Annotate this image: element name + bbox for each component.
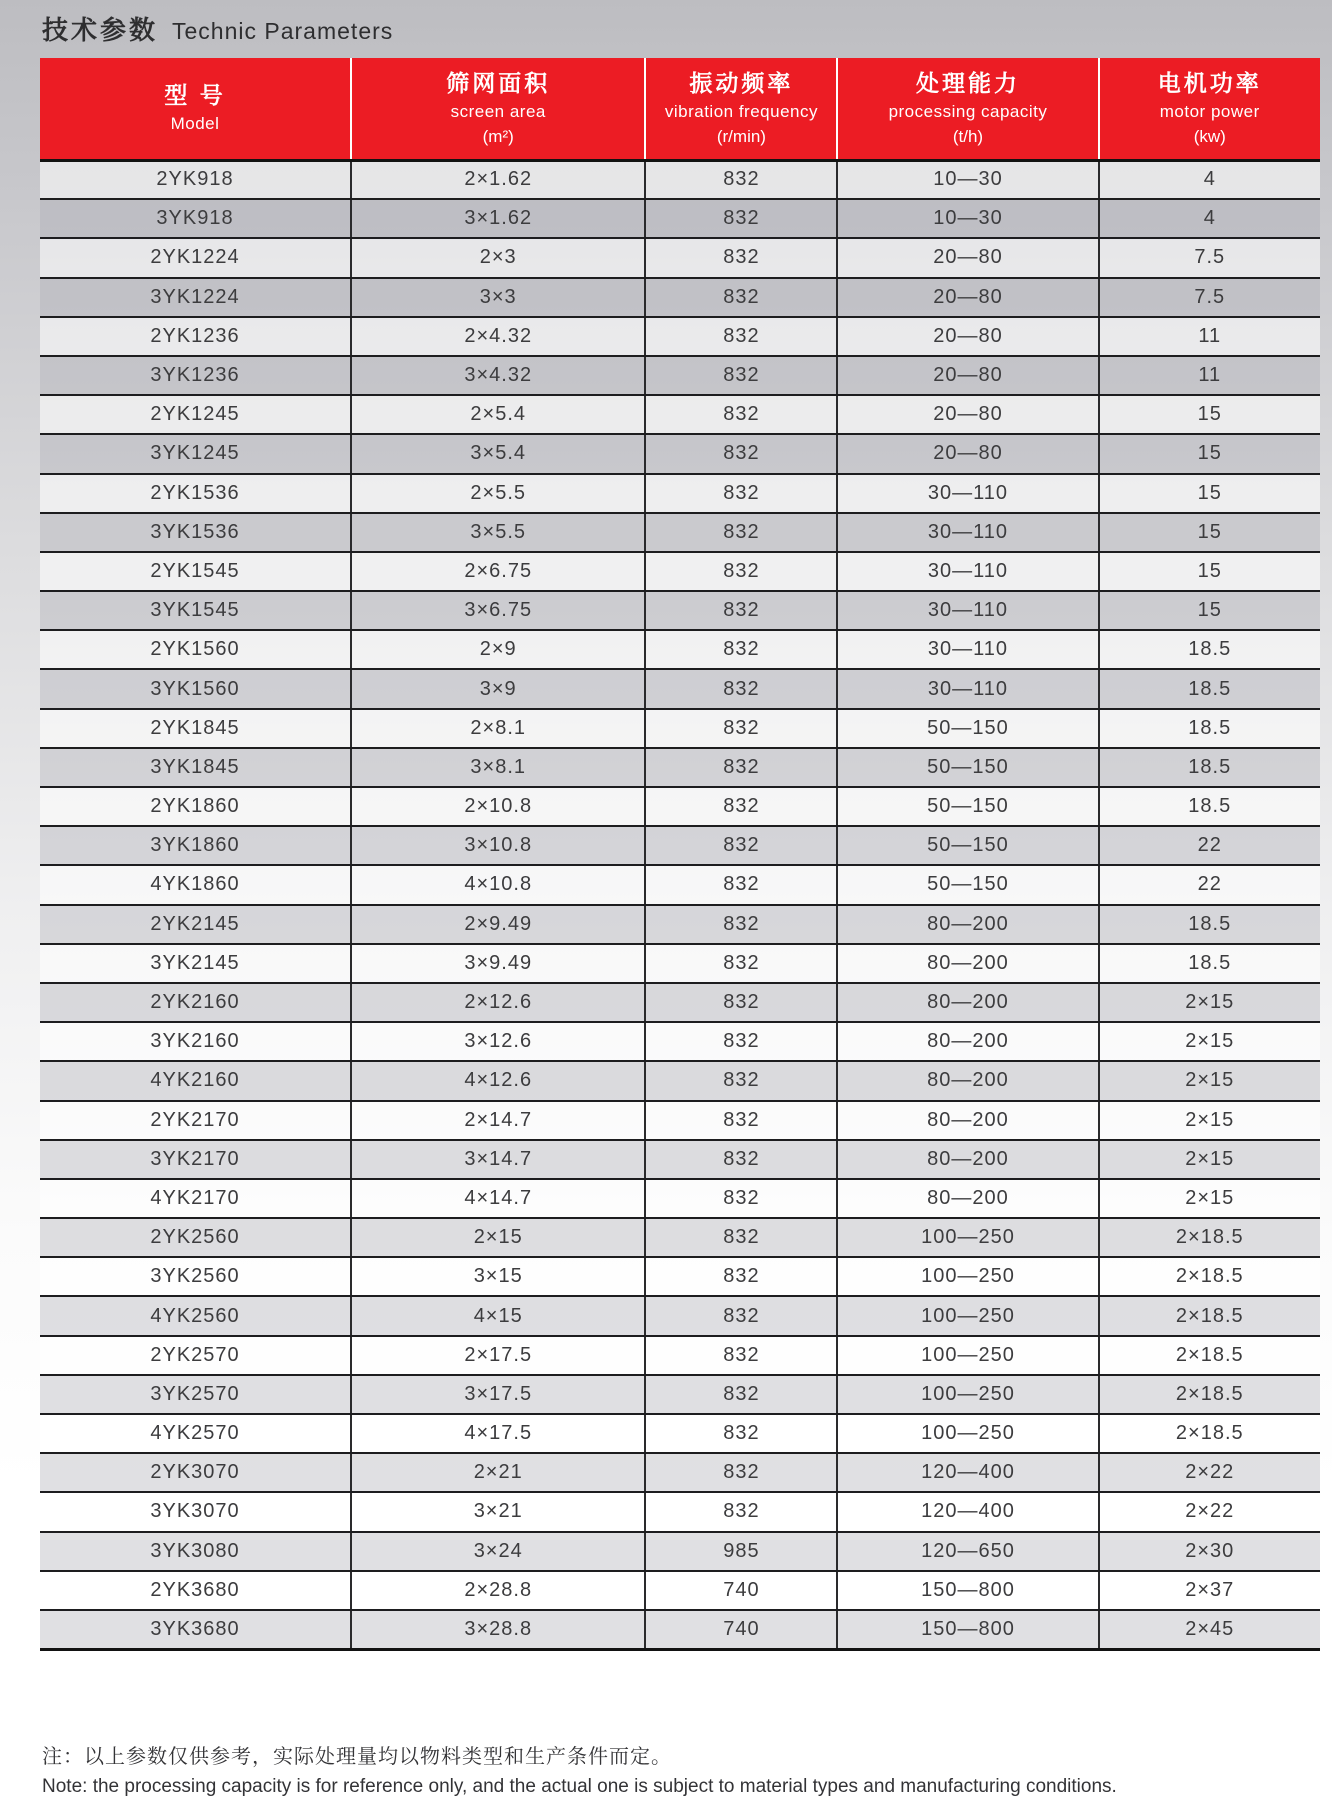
cell-vibration-frequency: 832 [645,748,837,787]
table-row [40,1218,1320,1257]
cell-model: 3YK3680 [40,1610,351,1649]
cell-motor-power: 15 [1099,591,1320,630]
cell-screen-area: 3×3 [351,278,645,317]
cell-processing-capacity: 20—80 [837,434,1098,473]
cell-vibration-frequency: 832 [645,395,837,434]
cell-processing-capacity: 120—400 [837,1492,1098,1531]
cell-processing-capacity: 80—200 [837,1179,1098,1218]
cell-screen-area: 3×8.1 [351,748,645,787]
cell-screen-area: 3×28.8 [351,1610,645,1649]
cell-motor-power: 2×22 [1099,1492,1320,1531]
cell-model: 4YK2560 [40,1296,351,1335]
cell-processing-capacity: 120—650 [837,1532,1098,1571]
table-row [40,1257,1320,1296]
table-row [40,983,1320,1022]
cell-model: 2YK2560 [40,1218,351,1257]
cell-vibration-frequency: 832 [645,1453,837,1492]
cell-vibration-frequency: 832 [645,591,837,630]
cell-motor-power: 2×30 [1099,1532,1320,1571]
cell-vibration-frequency: 832 [645,1257,837,1296]
cell-vibration-frequency: 985 [645,1532,837,1571]
cell-model: 3YK2570 [40,1375,351,1414]
col-header-model-en: Model [170,113,220,133]
cell-model: 3YK1545 [40,591,351,630]
cell-motor-power: 22 [1099,865,1320,904]
cell-motor-power: 15 [1099,552,1320,591]
cell-screen-area: 2×9 [351,630,645,669]
col-header-vibration-frequency-wrap [646,58,836,159]
cell-screen-area: 2×21 [351,1453,645,1492]
table-row [40,1101,1320,1140]
cell-processing-capacity: 20—80 [837,395,1098,434]
cell-processing-capacity: 80—200 [837,944,1098,983]
cell-vibration-frequency: 832 [645,1140,837,1179]
cell-processing-capacity: 100—250 [837,1375,1098,1414]
cell-screen-area: 4×15 [351,1296,645,1335]
cell-vibration-frequency: 832 [645,709,837,748]
cell-screen-area: 2×8.1 [351,709,645,748]
cell-vibration-frequency: 832 [645,1336,837,1375]
cell-vibration-frequency: 832 [645,199,837,238]
cell-screen-area: 3×12.6 [351,1022,645,1061]
page-title-en: Technic Parameters [172,18,394,44]
cell-motor-power: 18.5 [1099,944,1320,983]
cell-vibration-frequency: 832 [645,1101,837,1140]
cell-screen-area: 4×17.5 [351,1414,645,1453]
cell-motor-power: 4 [1099,160,1320,199]
table-row [40,1414,1320,1453]
cell-model: 3YK1845 [40,748,351,787]
cell-vibration-frequency: 832 [645,317,837,356]
cell-vibration-frequency: 832 [645,434,837,473]
cell-processing-capacity: 120—400 [837,1453,1098,1492]
table-row [40,1571,1320,1610]
cell-motor-power: 18.5 [1099,905,1320,944]
cell-motor-power: 22 [1099,826,1320,865]
cell-screen-area: 3×4.32 [351,356,645,395]
cell-processing-capacity: 50—150 [837,709,1098,748]
cell-screen-area: 2×5.4 [351,395,645,434]
cell-processing-capacity: 30—110 [837,669,1098,708]
cell-screen-area: 2×5.5 [351,474,645,513]
cell-processing-capacity: 20—80 [837,278,1098,317]
cell-model: 4YK2570 [40,1414,351,1453]
cell-model: 3YK3070 [40,1492,351,1531]
cell-screen-area: 2×28.8 [351,1571,645,1610]
cell-motor-power: 2×15 [1099,1061,1320,1100]
cell-motor-power: 2×15 [1099,1179,1320,1218]
cell-processing-capacity: 80—200 [837,1101,1098,1140]
col-header-vibration-frequency-zh: 振动频率 [689,70,794,97]
col-header-motor-power-wrap [1100,58,1320,159]
cell-processing-capacity: 80—200 [837,1140,1098,1179]
table-row [40,160,1320,199]
col-header-vibration-frequency [645,58,837,160]
cell-processing-capacity: 10—30 [837,160,1098,199]
note-zh: 注：以上参数仅供参考，实际处理量均以物料类型和生产条件而定。 [42,1746,672,1768]
col-header-processing-capacity-unit: (t/h) [952,127,984,147]
table-row [40,826,1320,865]
table-header-row [40,58,1320,160]
cell-vibration-frequency: 832 [645,944,837,983]
cell-screen-area: 3×24 [351,1532,645,1571]
cell-processing-capacity: 30—110 [837,591,1098,630]
table-row [40,630,1320,669]
cell-processing-capacity: 80—200 [837,1022,1098,1061]
table-row [40,905,1320,944]
cell-vibration-frequency: 832 [645,160,837,199]
cell-processing-capacity: 50—150 [837,826,1098,865]
cell-model: 4YK2170 [40,1179,351,1218]
table-row [40,1179,1320,1218]
col-header-model [40,58,351,160]
col-header-motor-power-zh: 电机功率 [1157,70,1262,97]
cell-screen-area: 3×10.8 [351,826,645,865]
col-header-vibration-frequency-en: vibration frequency [664,102,818,122]
cell-processing-capacity: 50—150 [837,787,1098,826]
table-row [40,1532,1320,1571]
cell-motor-power: 2×15 [1099,1140,1320,1179]
cell-processing-capacity: 30—110 [837,552,1098,591]
table-row [40,787,1320,826]
cell-screen-area: 2×10.8 [351,787,645,826]
cell-screen-area: 4×14.7 [351,1179,645,1218]
col-header-screen-area [351,58,645,160]
col-header-screen-area-en: screen area [450,102,546,122]
cell-motor-power: 2×45 [1099,1610,1320,1649]
cell-processing-capacity: 30—110 [837,630,1098,669]
cell-vibration-frequency: 832 [645,1296,837,1335]
cell-motor-power: 2×18.5 [1099,1218,1320,1257]
cell-motor-power: 2×37 [1099,1571,1320,1610]
cell-motor-power: 2×15 [1099,1101,1320,1140]
table-row [40,513,1320,552]
cell-processing-capacity: 100—250 [837,1414,1098,1453]
table-row [40,1375,1320,1414]
cell-processing-capacity: 150—800 [837,1610,1098,1649]
cell-vibration-frequency: 740 [645,1571,837,1610]
cell-processing-capacity: 10—30 [837,199,1098,238]
cell-vibration-frequency: 832 [645,787,837,826]
cell-motor-power: 11 [1099,317,1320,356]
cell-model: 3YK3080 [40,1532,351,1571]
cell-processing-capacity: 50—150 [837,748,1098,787]
cell-processing-capacity: 80—200 [837,905,1098,944]
cell-vibration-frequency: 832 [645,669,837,708]
cell-model: 2YK2570 [40,1336,351,1375]
cell-screen-area: 3×14.7 [351,1140,645,1179]
cell-model: 2YK1224 [40,238,351,277]
table-row [40,1296,1320,1335]
cell-vibration-frequency: 832 [645,630,837,669]
cell-motor-power: 11 [1099,356,1320,395]
cell-motor-power: 15 [1099,395,1320,434]
cell-model: 3YK918 [40,199,351,238]
note-en: Note: the processing capacity is for reference only, and the actual one is subject to material types and manufacturing conditions. [42,1776,1117,1797]
cell-model: 3YK1224 [40,278,351,317]
cell-vibration-frequency: 832 [645,865,837,904]
cell-vibration-frequency: 740 [645,1610,837,1649]
cell-vibration-frequency: 832 [645,905,837,944]
cell-model: 3YK1536 [40,513,351,552]
col-header-vibration-frequency-unit: (r/min) [716,127,766,147]
cell-processing-capacity: 50—150 [837,865,1098,904]
col-header-processing-capacity-en: processing capacity [888,102,1048,122]
cell-model: 2YK2170 [40,1101,351,1140]
col-header-processing-capacity-zh: 处理能力 [915,70,1020,97]
cell-screen-area: 3×17.5 [351,1375,645,1414]
cell-motor-power: 2×18.5 [1099,1336,1320,1375]
cell-processing-capacity: 150—800 [837,1571,1098,1610]
cell-vibration-frequency: 832 [645,474,837,513]
col-header-screen-area-unit: (m²) [482,127,514,147]
cell-motor-power: 18.5 [1099,787,1320,826]
cell-vibration-frequency: 832 [645,1218,837,1257]
cell-model: 2YK1245 [40,395,351,434]
cell-motor-power: 2×18.5 [1099,1257,1320,1296]
cell-processing-capacity: 100—250 [837,1257,1098,1296]
cell-vibration-frequency: 832 [645,1022,837,1061]
cell-processing-capacity: 100—250 [837,1336,1098,1375]
cell-motor-power: 2×18.5 [1099,1414,1320,1453]
cell-model: 3YK2145 [40,944,351,983]
table-row [40,395,1320,434]
cell-model: 2YK1560 [40,630,351,669]
table-row [40,709,1320,748]
cell-screen-area: 3×5.5 [351,513,645,552]
cell-model: 2YK1536 [40,474,351,513]
cell-screen-area: 2×14.7 [351,1101,645,1140]
cell-vibration-frequency: 832 [645,278,837,317]
cell-screen-area: 3×21 [351,1492,645,1531]
cell-screen-area: 2×12.6 [351,983,645,1022]
cell-motor-power: 18.5 [1099,630,1320,669]
table-row [40,474,1320,513]
cell-screen-area: 2×15 [351,1218,645,1257]
table-body [40,160,1320,1649]
cell-screen-area: 3×9 [351,669,645,708]
table-row [40,1022,1320,1061]
cell-vibration-frequency: 832 [645,1061,837,1100]
cell-vibration-frequency: 832 [645,513,837,552]
cell-processing-capacity: 20—80 [837,238,1098,277]
cell-screen-area: 3×15 [351,1257,645,1296]
col-header-screen-area-wrap [352,58,644,159]
cell-screen-area: 3×6.75 [351,591,645,630]
cell-model: 3YK2170 [40,1140,351,1179]
cell-vibration-frequency: 832 [645,983,837,1022]
table-row [40,199,1320,238]
table-row [40,748,1320,787]
table-row [40,1061,1320,1100]
cell-vibration-frequency: 832 [645,1179,837,1218]
table-row [40,1492,1320,1531]
cell-motor-power: 4 [1099,199,1320,238]
table-row [40,944,1320,983]
cell-processing-capacity: 100—250 [837,1218,1098,1257]
page-title [42,10,393,47]
footnotes [42,1742,1117,1802]
cell-model: 2YK2145 [40,905,351,944]
cell-model: 2YK3680 [40,1571,351,1610]
table-row [40,434,1320,473]
table-row [40,1453,1320,1492]
cell-processing-capacity: 80—200 [837,1061,1098,1100]
col-header-motor-power-unit: (kw) [1193,127,1226,147]
cell-motor-power: 7.5 [1099,238,1320,277]
cell-vibration-frequency: 832 [645,238,837,277]
cell-screen-area: 3×9.49 [351,944,645,983]
technic-parameters-table [40,58,1320,1651]
cell-model: 3YK2160 [40,1022,351,1061]
cell-screen-area: 4×12.6 [351,1061,645,1100]
cell-motor-power: 18.5 [1099,748,1320,787]
cell-model: 3YK1245 [40,434,351,473]
col-header-processing-capacity-wrap [838,58,1097,159]
cell-motor-power: 15 [1099,474,1320,513]
cell-screen-area: 2×3 [351,238,645,277]
table-row [40,865,1320,904]
cell-processing-capacity: 20—80 [837,317,1098,356]
cell-model: 2YK2160 [40,983,351,1022]
cell-model: 2YK3070 [40,1453,351,1492]
table-row [40,278,1320,317]
table-header [40,58,1320,160]
cell-model: 2YK1545 [40,552,351,591]
cell-processing-capacity: 20—80 [837,356,1098,395]
table-row [40,238,1320,277]
cell-processing-capacity: 80—200 [837,983,1098,1022]
cell-screen-area: 3×1.62 [351,199,645,238]
cell-model: 2YK1860 [40,787,351,826]
cell-motor-power: 2×15 [1099,1022,1320,1061]
table-row [40,1336,1320,1375]
cell-motor-power: 18.5 [1099,669,1320,708]
cell-vibration-frequency: 832 [645,1375,837,1414]
cell-motor-power: 2×15 [1099,983,1320,1022]
table-row [40,552,1320,591]
cell-screen-area: 4×10.8 [351,865,645,904]
cell-motor-power: 7.5 [1099,278,1320,317]
cell-model: 2YK918 [40,160,351,199]
cell-vibration-frequency: 832 [645,826,837,865]
table-row [40,591,1320,630]
cell-motor-power: 2×18.5 [1099,1296,1320,1335]
col-header-screen-area-zh: 筛网面积 [446,70,551,97]
cell-motor-power: 18.5 [1099,709,1320,748]
cell-processing-capacity: 30—110 [837,474,1098,513]
cell-model: 3YK2560 [40,1257,351,1296]
cell-screen-area: 2×1.62 [351,160,645,199]
cell-vibration-frequency: 832 [645,552,837,591]
page-title-zh: 技术参数 [42,15,159,45]
col-header-motor-power-en: motor power [1159,102,1260,122]
cell-model: 2YK1236 [40,317,351,356]
cell-model: 3YK1560 [40,669,351,708]
cell-motor-power: 2×22 [1099,1453,1320,1492]
cell-screen-area: 2×9.49 [351,905,645,944]
table-row [40,1140,1320,1179]
cell-motor-power: 15 [1099,513,1320,552]
table-row [40,356,1320,395]
table-row [40,317,1320,356]
cell-model: 4YK2160 [40,1061,351,1100]
cell-screen-area: 2×4.32 [351,317,645,356]
table-row [40,1610,1320,1649]
col-header-model-wrap [40,58,350,159]
cell-motor-power: 15 [1099,434,1320,473]
col-header-processing-capacity [837,58,1098,160]
cell-model: 4YK1860 [40,865,351,904]
cell-vibration-frequency: 832 [645,1414,837,1453]
col-header-model-zh: 型 号 [164,81,226,108]
table-row [40,669,1320,708]
cell-model: 3YK1236 [40,356,351,395]
cell-processing-capacity: 100—250 [837,1296,1098,1335]
cell-motor-power: 2×18.5 [1099,1375,1320,1414]
cell-model: 2YK1845 [40,709,351,748]
col-header-motor-power [1099,58,1320,160]
cell-processing-capacity: 30—110 [837,513,1098,552]
cell-vibration-frequency: 832 [645,356,837,395]
cell-screen-area: 2×6.75 [351,552,645,591]
cell-model: 3YK1860 [40,826,351,865]
cell-vibration-frequency: 832 [645,1492,837,1531]
cell-screen-area: 3×5.4 [351,434,645,473]
cell-screen-area: 2×17.5 [351,1336,645,1375]
